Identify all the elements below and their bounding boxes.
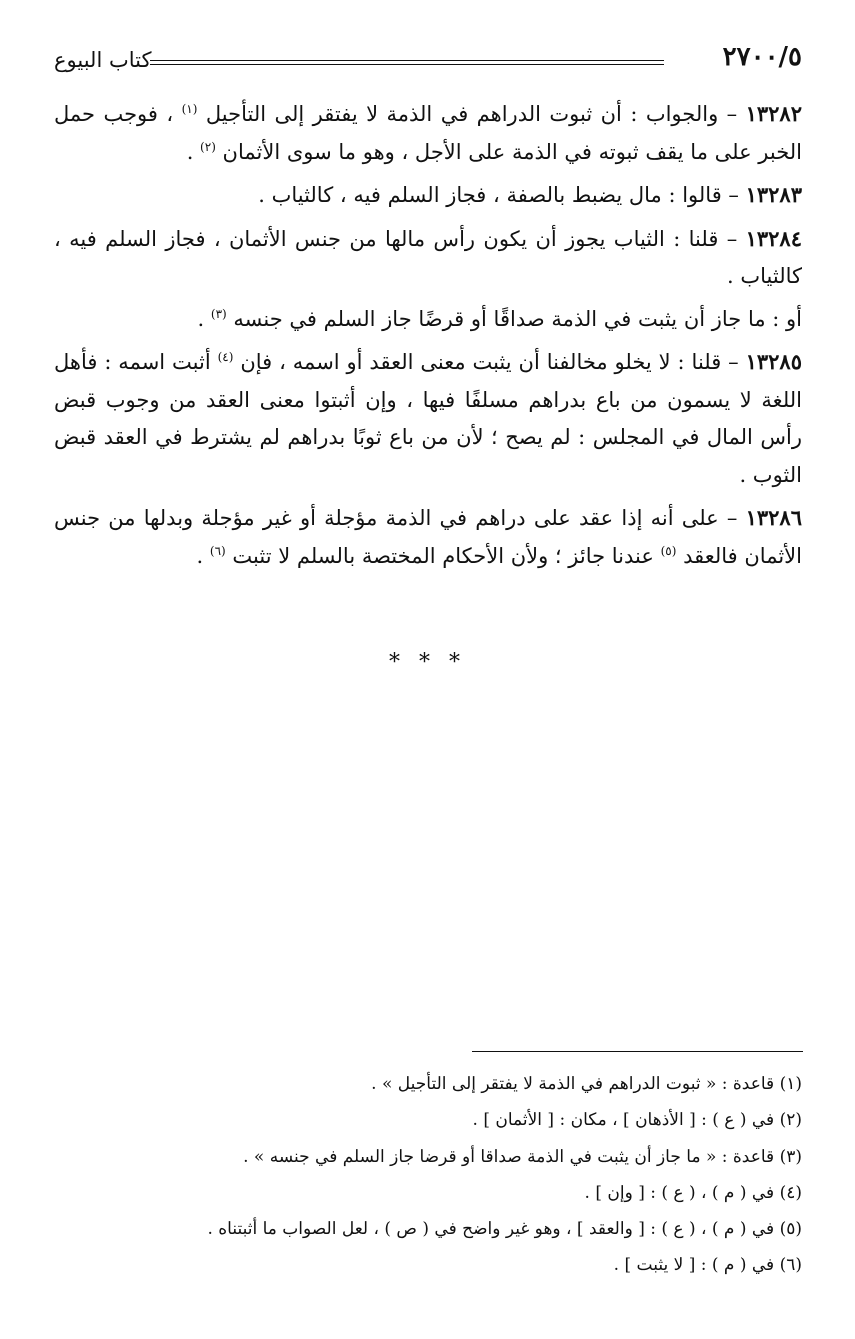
paragraph-13283 [54,176,802,215]
footnote-ref: (٢) [200,139,216,154]
footnote-ref: (٥) [660,543,677,558]
paragraph-text: – قالوا : مال يضبط بالصفة ، فجاز السلم فيه ، كالثياب . [258,183,746,207]
footnote-ref: (٦) [209,543,226,558]
footnote-6: (٦) في ( م ) : [ لا يثبت ] . [613,1255,802,1276]
footnote-4: (٤) في ( م ) ، ( ع ) : [ وإن ] . [584,1182,802,1203]
paragraph-number: ١٣٢٨٦ [745,505,802,530]
paragraph-13285 [54,343,802,494]
footnote-ref: (٣) [210,306,227,321]
paragraph-text: . [196,543,210,568]
paragraph-number: ١٣٢٨٣ [745,182,802,207]
footnote-ref: (٤) [217,350,234,364]
footnote-3: (٣) قاعدة : « ما جاز أن يثبت في الذمة صداقا أو قرضا جاز السلم في جنسه » . [243,1146,802,1167]
paragraph-number: ١٣٢٨٥ [745,349,802,374]
paragraph-number: ١٣٢٨٢ [745,101,802,126]
main-text [54,95,802,580]
paragraph-continuation [54,301,802,339]
page-number: ٢٧٠٠/٥ [722,42,802,72]
paragraph-text: – قلنا : لا يخلو مخالفنا أن يثبت معنى العقد أو اسمه ، فإن [233,350,746,374]
paragraph-number: ١٣٢٨٤ [745,225,802,251]
footnote-ref: (١) [181,102,198,116]
paragraph-13286 [54,499,802,575]
paragraph-text: – قلنا : الثياب يجوز أن يكون رأس مالها من جنس الأثمان ، فجاز السلم فيه ، كالثياب . [54,226,802,288]
footnote-rule [472,1051,803,1052]
footnote-1: (١) قاعدة : « ثبوت الدراهم في الذمة لا يفتقر إلى التأجيل » . [371,1074,802,1094]
header-rule [150,60,664,65]
section-separator: * * * [389,650,466,675]
paragraph-text: أو : ما جاز أن يثبت في الذمة صداقًا أو قرضًا جاز السلم في جنسه [226,306,802,331]
paragraph-text: ، فوجب حمل الخبر على ما يقف ثبوته في الذمة على الأجل ، وهو ما سوى الأثمان [54,102,802,164]
paragraph-text: أثبت اسمه : فأهل اللغة لا يسمون من باع بدراهم مسلفًا فيها ، وإن أثبتوا معنى العقد من وجوب قبض رأس المال في المجلس : لم يصح ؛ لأن من باع ثوبًا بدراهم لم يشترط في العقد قبض الثوب . [54,350,803,487]
running-title: كتاب البيوع [54,48,152,72]
footnotes [100,1066,802,1284]
footnote-5: (٥) في ( م ) ، ( ع ) : [ والعقد ] ، وهو غير واضح في ( ص ) ، لعل الصواب ما أثبتناه . [207,1219,802,1240]
page-header [54,40,802,90]
paragraph-text: . [186,139,201,164]
footnote-2: (٢) في ( ع ) : [ الأذهان ] ، مكان : [ الأثمان ] . [472,1110,802,1131]
paragraph-text: – على أنه إذا عقد على دراهم في الذمة مؤجلة أو غير مؤجلة وبدلها من جنس الأثمان فالعقد [54,506,802,568]
paragraph-text: . [197,306,211,331]
paragraph-text: – والجواب : أن ثبوت الدراهم في الذمة لا يفتقر إلى التأجيل [197,102,746,126]
paragraph-text: عندنا جائز ؛ ولأن الأحكام المختصة بالسلم لا تثبت [225,543,661,568]
paragraph-13284 [54,220,802,296]
paragraph-13282 [54,95,802,171]
